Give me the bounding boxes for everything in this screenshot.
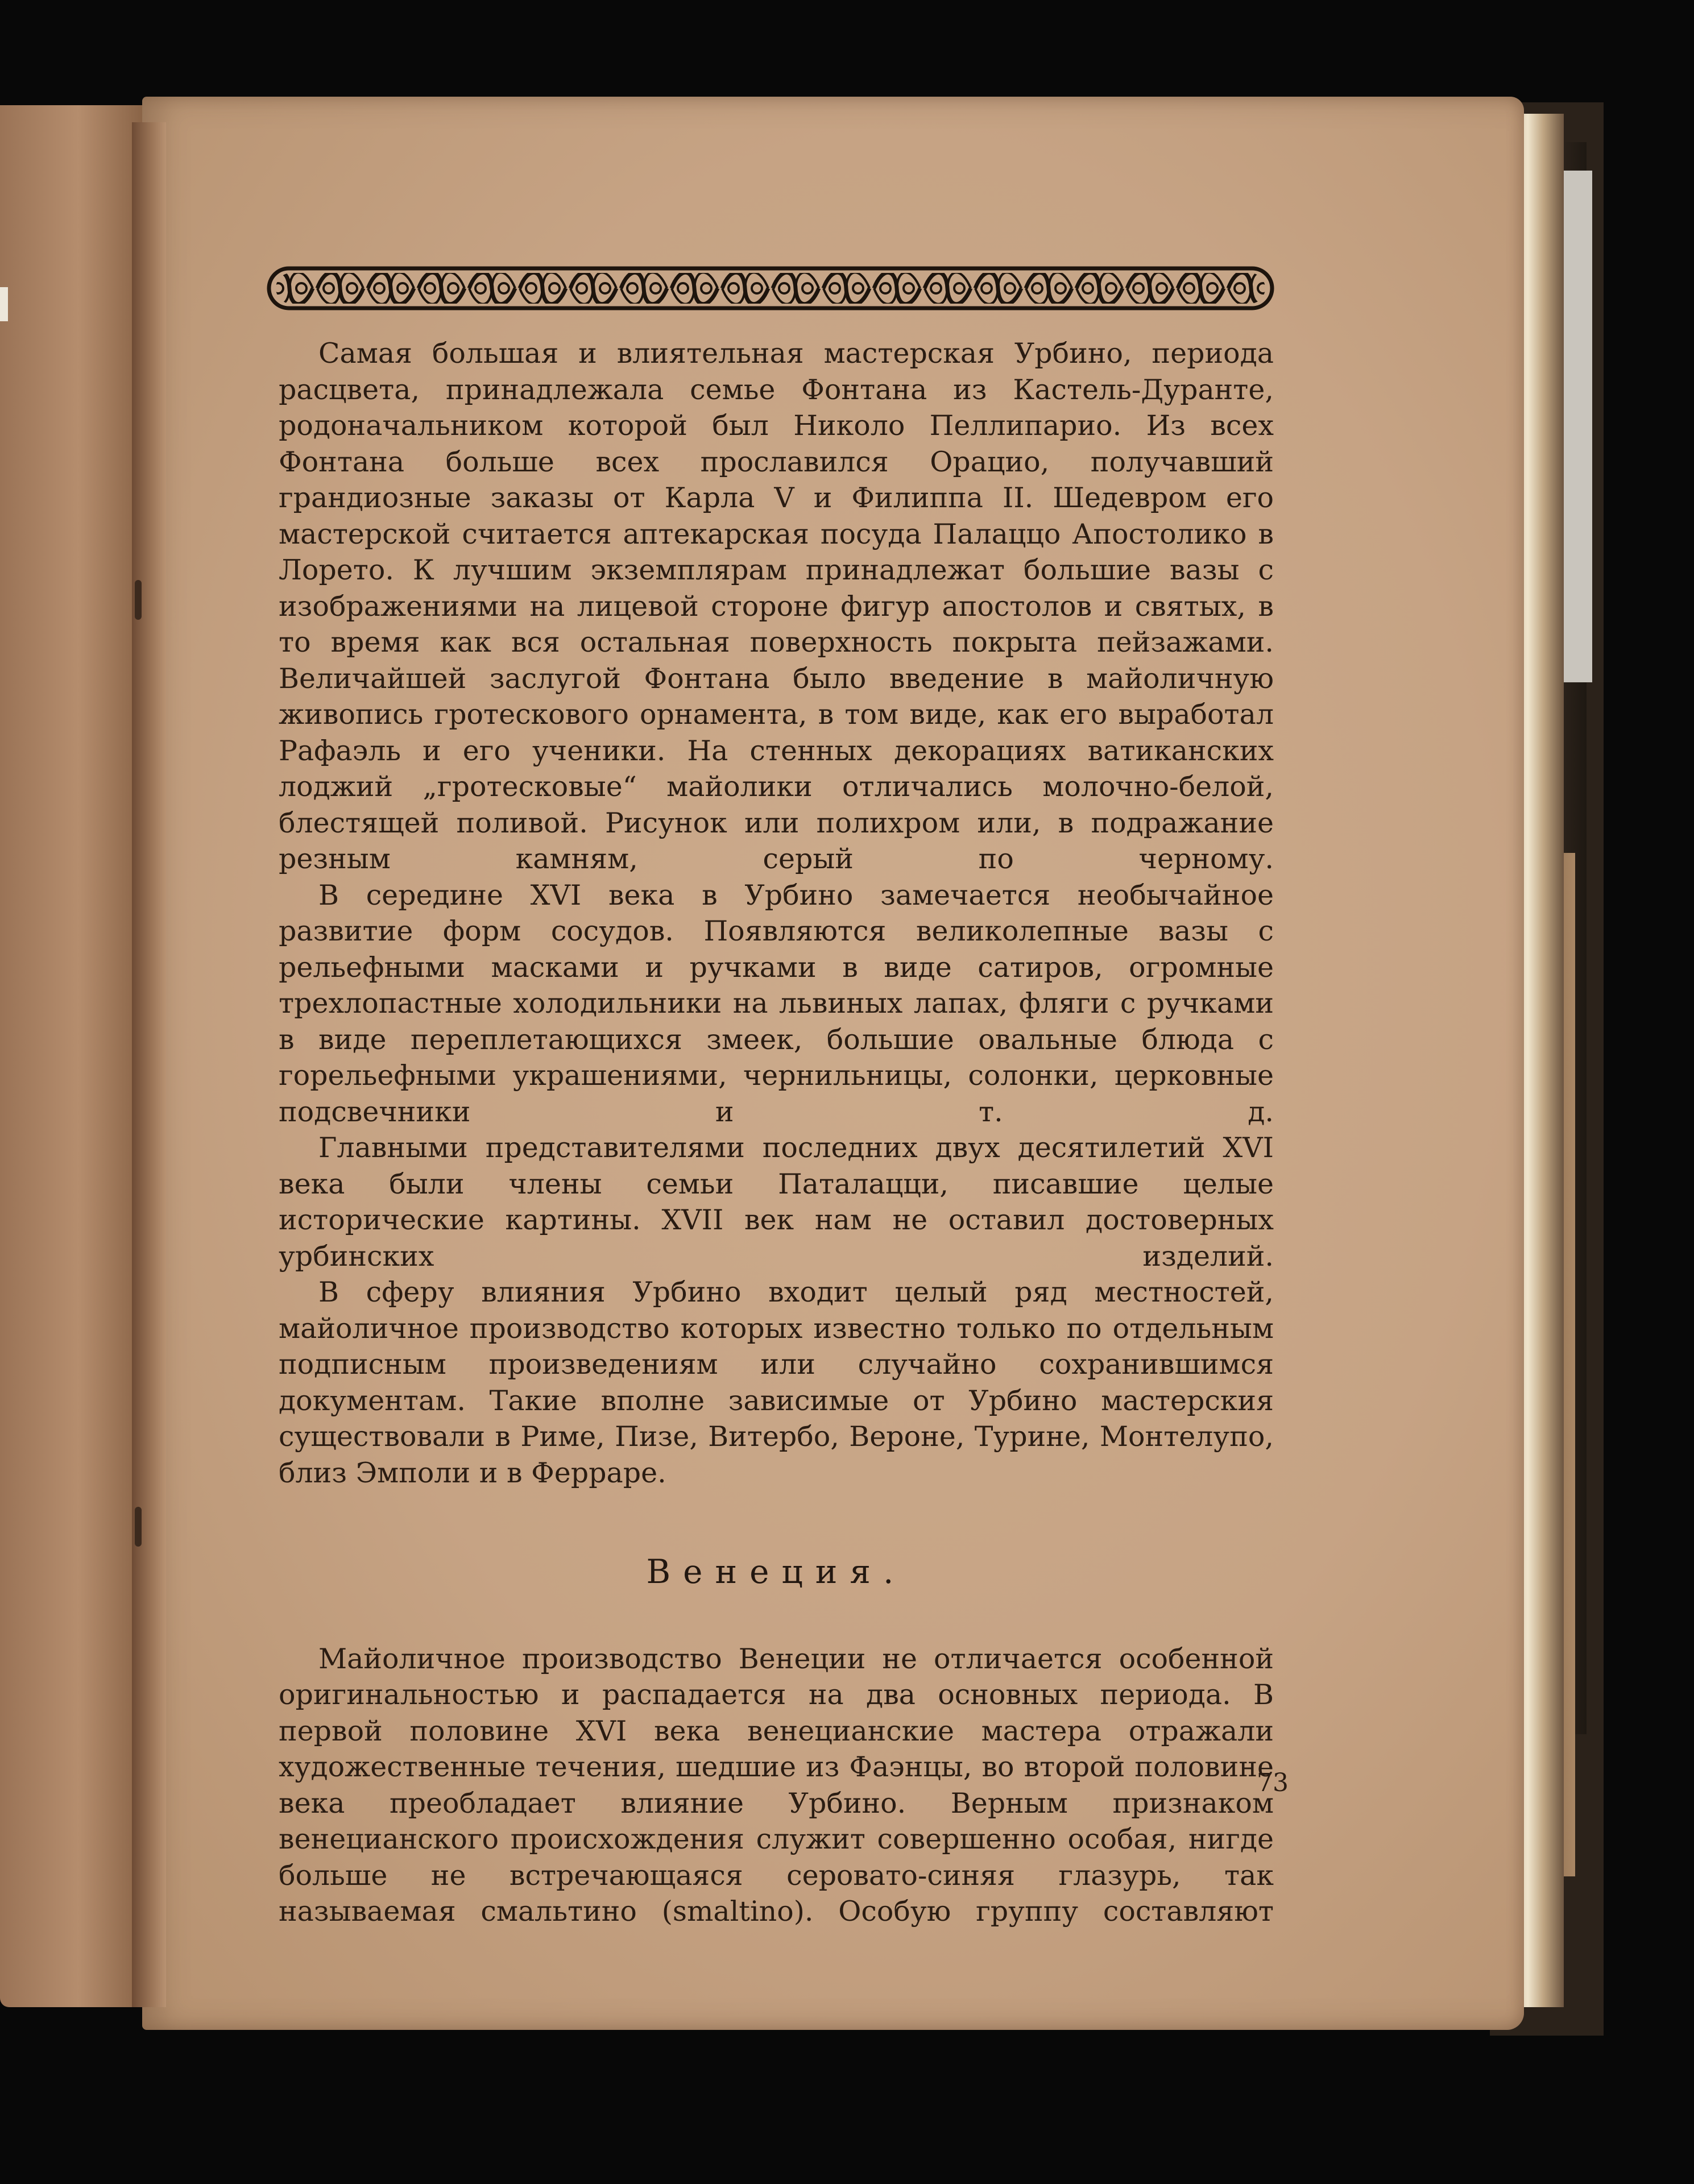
section-heading: Венеция. — [646, 1552, 906, 1591]
paragraph-vessel-forms: В середине XVI века в Урбино замечается необычайное развитие форм сосудов. Появляются великолепные вазы с рельефными масками и ручками в виде сатиров, огромные трехлопастные холодильники на львиных лапах, фляги с ручками в виде переплетающихся змеек, большие овальные блюда с горельефными украшениями, чернильницы, солонки, церковные подсвечники и т. д. — [279, 878, 1274, 1128]
paragraph-urbino-influence: В сферу влияния Урбино входит целый ряд местностей, майоличное производство которых известно только по отдельным подписным произведениям или случайно сохранившимся документам. Такие вполне зависимые от Урбино мастерския существовали в Риме, Пизе, Витербо, Вероне, Турине, Монтелупо, близ Эмполи и в Ферраре. — [279, 1276, 1274, 1489]
body-text — [279, 335, 1274, 1930]
paragraph-venice: Майоличное производство Венеции не отличается особенной оригинальностью и распадается на два основных периода. В первой половине XVI века венецианские мастера отражали художественные течения, шедшие из Фаэнцы, во второй половине века преобладает влияние Урбино. Верным признаком венецианского происхождения служит совершенно особая, нигде больше не встречающаяся серовато-синяя глазурь, так называемая смальтино (smaltino). Особую группу составляют — [279, 1642, 1274, 1928]
paragraph-fontana-workshop: Самая большая и влиятельная мастерская Урбино, периода расцвета, принадлежала семье Фонтана из Кастель-Дуранте, родоначальником которой был Николо Пеллипарио. Из всех Фонтана больше всех прославился Орацио, получавший грандиозные заказы от Карла V и Филиппа II. Шедевром его мастерской считается аптекарская посуда Палаццо Апостолико в Лорето. К лучшим экземплярам принадлежат большие вазы с изображениями на лицевой стороне фигур апостолов и святых, в то время как вся остальная поверхность покрыта пейзажами. Величайшей заслугой Фонтана было введение в майоличную живопись гротескового орнамента, в том виде, как его выработал Рафаэль и его ученики. На стенных декорациях ватиканских лоджий „гротесковые“ майолики отличались молочно-белой, блестящей поливой. Рисунок или полихром или, в подражание резным камням, серый по черному. — [279, 337, 1274, 875]
book-gutter — [132, 122, 166, 2007]
left-edge-mark — [0, 287, 8, 321]
left-page-edge — [0, 105, 142, 2007]
binding-stitch — [135, 1507, 142, 1547]
page-number: 73 — [1257, 1768, 1289, 1797]
ornament-border — [264, 263, 1277, 314]
paragraph-patalazzi: Главными представителями последних двух десятилетий XVI века были члены семьи Паталацци, писавшие целые исторические картины. XVII век нам не оставил достоверных урбинских изделий. — [279, 1132, 1274, 1273]
binding-stitch — [135, 580, 142, 620]
